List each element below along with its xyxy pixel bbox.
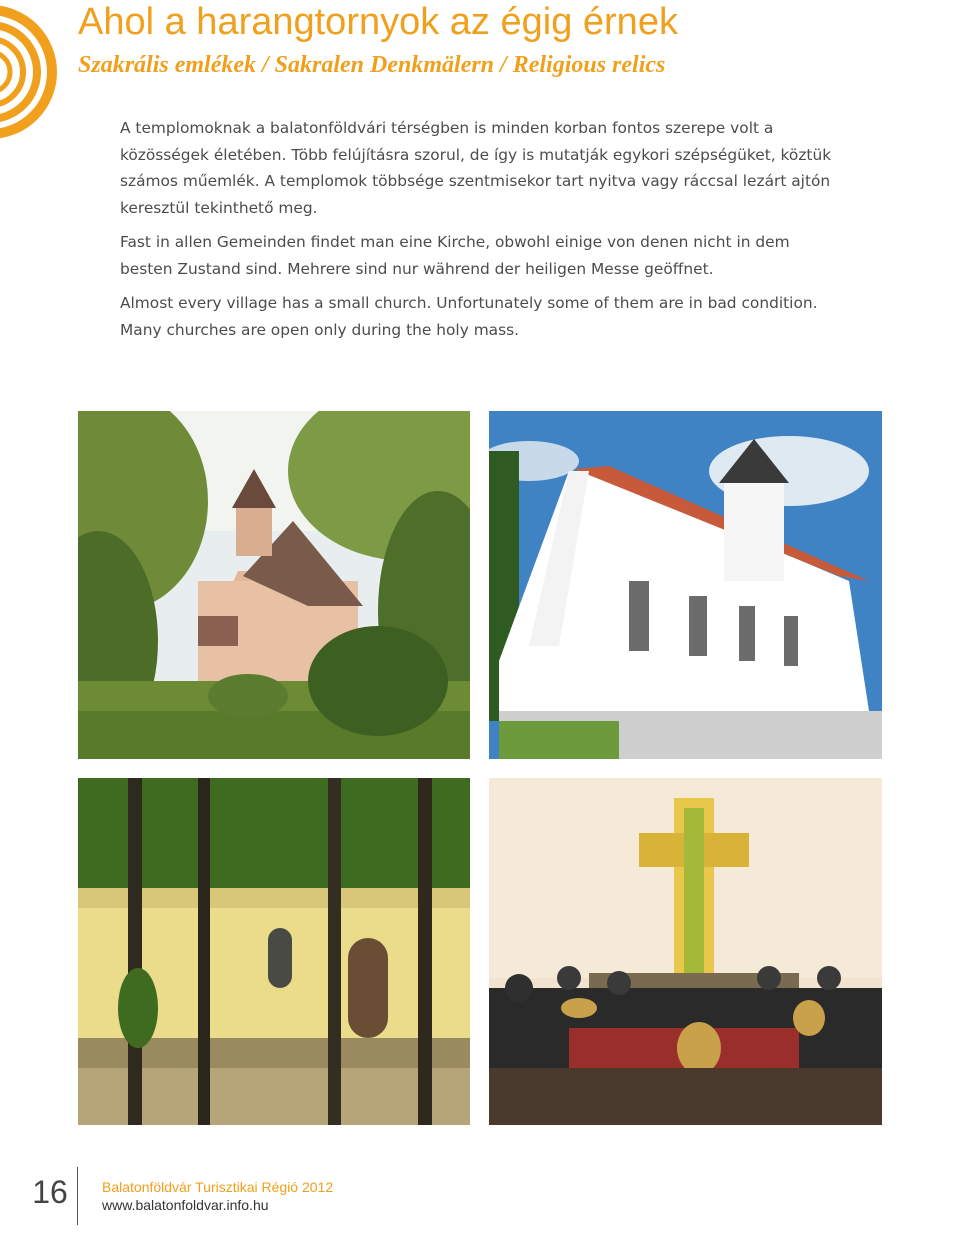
paragraph-german: Fast in allen Gemeinden findet man eine Kirche, obwohl einige von denen nicht in dem besten Zustand sind. Mehrere sind nur während der heiligen Messe geöffnet. (120, 233, 790, 278)
paragraph-hungarian: A templomoknak a balatonföldvári térségben is minden korban fontos szerepe volt a közösségek életében. Több felújításra szorul, de így is mutatják egykori szépségüket, köztük számos műemlék. A templomok többsége szentmisekor tart nyitva vagy ráccsal lezárt ajtón keresztül tekinthető meg. (120, 119, 832, 217)
photo-white-church (489, 411, 882, 759)
page-subtitle: Szakrális emlékek / Sakralen Denkmälern / Religious relics (78, 52, 666, 78)
photo-church-concert (489, 778, 882, 1125)
photo-yellow-chapel (78, 778, 470, 1125)
intro-text (120, 115, 845, 343)
footer-divider (77, 1167, 78, 1225)
concentric-arcs-logo-icon (0, 0, 70, 170)
page-title: Ahol a harangtornyok az égig érnek (78, 1, 678, 43)
website-url: www.balatonfoldvar.info.hu (102, 1197, 269, 1213)
publication-name: Balatonföldvár Turisztikai Régió 2012 (102, 1179, 334, 1195)
photo-small-chapel (78, 411, 470, 759)
paragraph-english: Almost every village has a small church. Unfortunately some of them are in bad condition. Many churches are open only during the holy mass. (120, 294, 818, 339)
page-number: 16 (32, 1174, 68, 1210)
